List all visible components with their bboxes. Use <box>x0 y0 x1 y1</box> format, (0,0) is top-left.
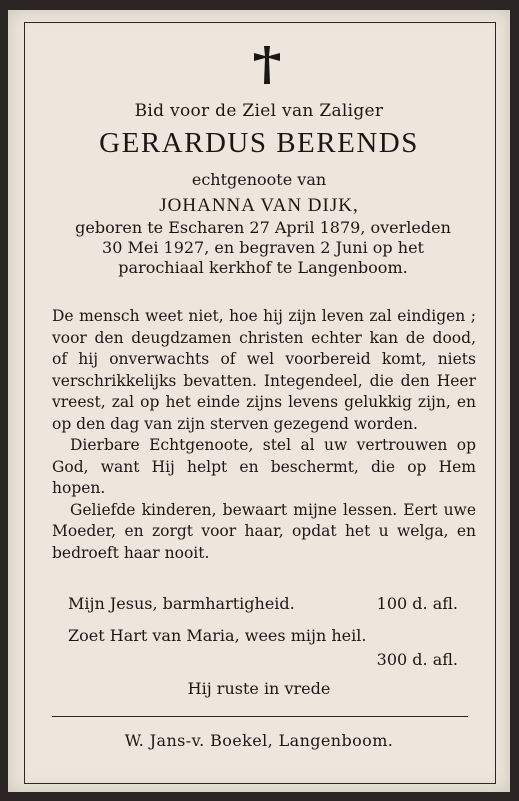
closing-line: Hij ruste in vrede <box>187 679 331 698</box>
prayer-request-line: Bid voor de Ziel van Zaliger <box>134 101 384 121</box>
prayer-text: Zoet Hart van Maria, wees mijn heil. <box>68 626 367 645</box>
ejaculation-prayer <box>58 594 458 616</box>
paragraph: Dierbare Echtgenoote, stel al uw vertrouwen op God, want Hij helpt en beschermt, die op Hem hopen. <box>52 436 476 497</box>
deceased-name: GERARDUS BERENDS <box>99 127 419 159</box>
bio-line: 30 Mei 1927, en begraven 2 Juni op het <box>102 238 424 257</box>
bio-line: parochiaal kerkhof te Langenboom. <box>118 258 408 277</box>
indulgence-text: 300 d. afl. <box>376 650 458 669</box>
divider <box>52 716 468 717</box>
ejaculation-prayer <box>58 626 458 648</box>
ejaculation-indulgence <box>58 650 458 672</box>
printer-imprint: W. Jans-v. Boekel, Langenboom. <box>124 731 394 750</box>
spouse-name: JOHANNA VAN DIJK, <box>159 195 359 216</box>
paragraph: Geliefde kinderen, bewaart mijne lessen. Eert uwe Moeder, en zorgt voor haar, opdat het u welga, en bedroeft haar nooit. <box>52 500 476 562</box>
paragraph: De mensch weet niet, hoe hij zijn leven zal eindigen ; voor den deugdzamen christen echter kan de dood, of hij onverwachts of wel voorbereid komt, niets verschrikkelijks bevatten. Integendeel, die den Heer vreest, zal op het einde zijns levens gelukkig zijn, en op den dag van zijn sterven gezegend worden. <box>52 307 476 433</box>
cross-icon <box>251 44 283 88</box>
relation-line: echtgenoote van <box>191 170 327 189</box>
body-text <box>52 306 476 564</box>
biography <box>48 218 478 278</box>
prayer-text: Mijn Jesus, barmhartigheid. <box>68 594 295 613</box>
bio-line: geboren te Escharen 27 April 1879, overleden <box>75 218 451 237</box>
indulgence-text: 100 d. afl. <box>376 594 458 613</box>
